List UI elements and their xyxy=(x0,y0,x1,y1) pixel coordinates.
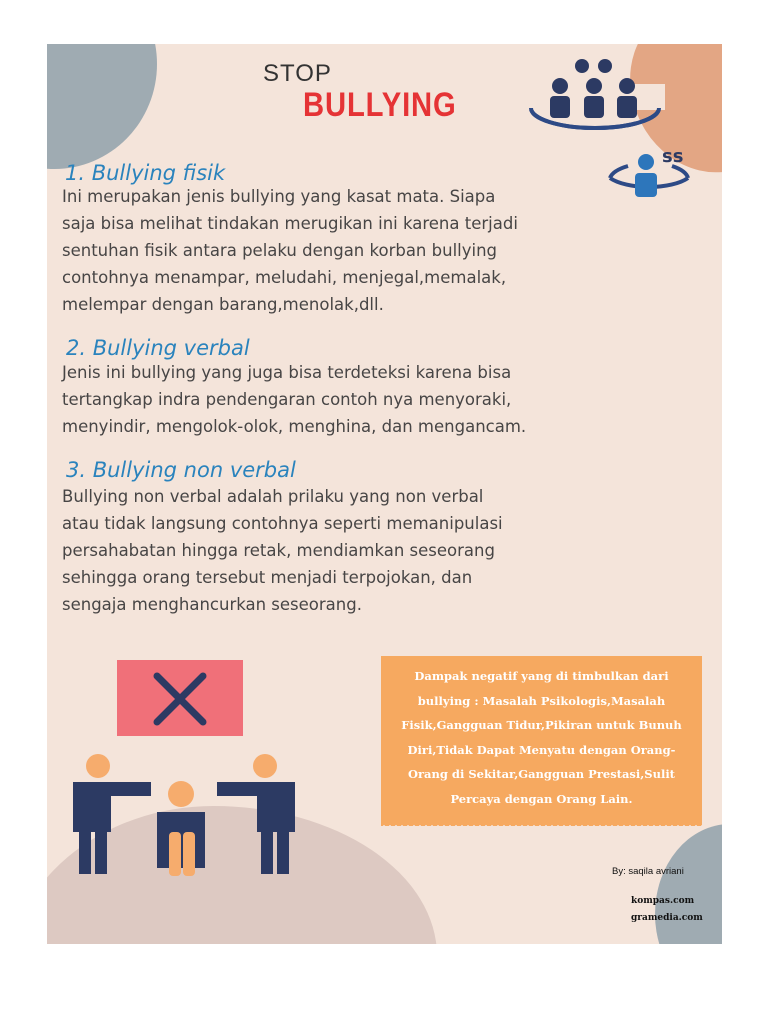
speaking-person-icon xyxy=(592,138,697,218)
impact-box xyxy=(381,656,702,820)
svg-text:ss: ss xyxy=(662,146,684,167)
poster xyxy=(47,44,722,944)
bullying-scene-illustration xyxy=(65,656,305,882)
section-heading-nonverbal: 3. Bullying non verbal xyxy=(66,458,296,482)
section-heading-physical: 1. Bullying fisik xyxy=(65,161,226,185)
credit-source: gramedia.com xyxy=(631,913,703,923)
section-body-physical: Ini merupakan jenis bullying yang kasat mata. Siapa saja bisa melihat tindakan merugikan ini karena terjadi sentuhan fisik antara pelaku dengan korban bullying contohnya menampar, meludahi, menjegal,memalak, melempar dengan barang,menolak,dll. xyxy=(62,187,518,314)
decor-blob-top-left xyxy=(47,44,157,169)
cross-sign-icon xyxy=(117,660,243,736)
credit-source: kompas.com xyxy=(631,896,695,906)
decor-blob-bottom-right xyxy=(655,824,722,944)
impact-text: Dampak negatif yang di timbulkan dari bullying : Masalah Psikologis,Masalah Fisik,Gangguan Tidur,Pikiran untuk Bunuh Diri,Tidak Dapat Menyatu dengan Orang-Orang di Sekitar,Gangguan Prestasi,Sulit Percaya dengan Orang Lain. xyxy=(401,669,682,806)
section-heading-verbal: 2. Bullying verbal xyxy=(66,336,250,360)
title-bullying: BULLYING xyxy=(303,86,457,124)
section-body-nonverbal: Bullying non verbal adalah prilaku yang non verbal atau tidak langsung contohnya seperti memanipulasi persahabatan hingga retak, mendiamkan seseorang sehingga orang tersebut menjadi terpojokan, dan sengaja menghancurkan seseorang. xyxy=(62,487,503,614)
credit-author: By: saqila avriani xyxy=(612,866,684,877)
title-stop: STOP xyxy=(263,60,332,87)
section-body-verbal: Jenis ini bullying yang juga bisa terdeteksi karena bisa tertangkap indra pendengaran contoh nya menyoraki, menyindir, mengolok-olok, menghina, dan mengancam. xyxy=(62,363,527,436)
group-icon xyxy=(525,56,665,136)
